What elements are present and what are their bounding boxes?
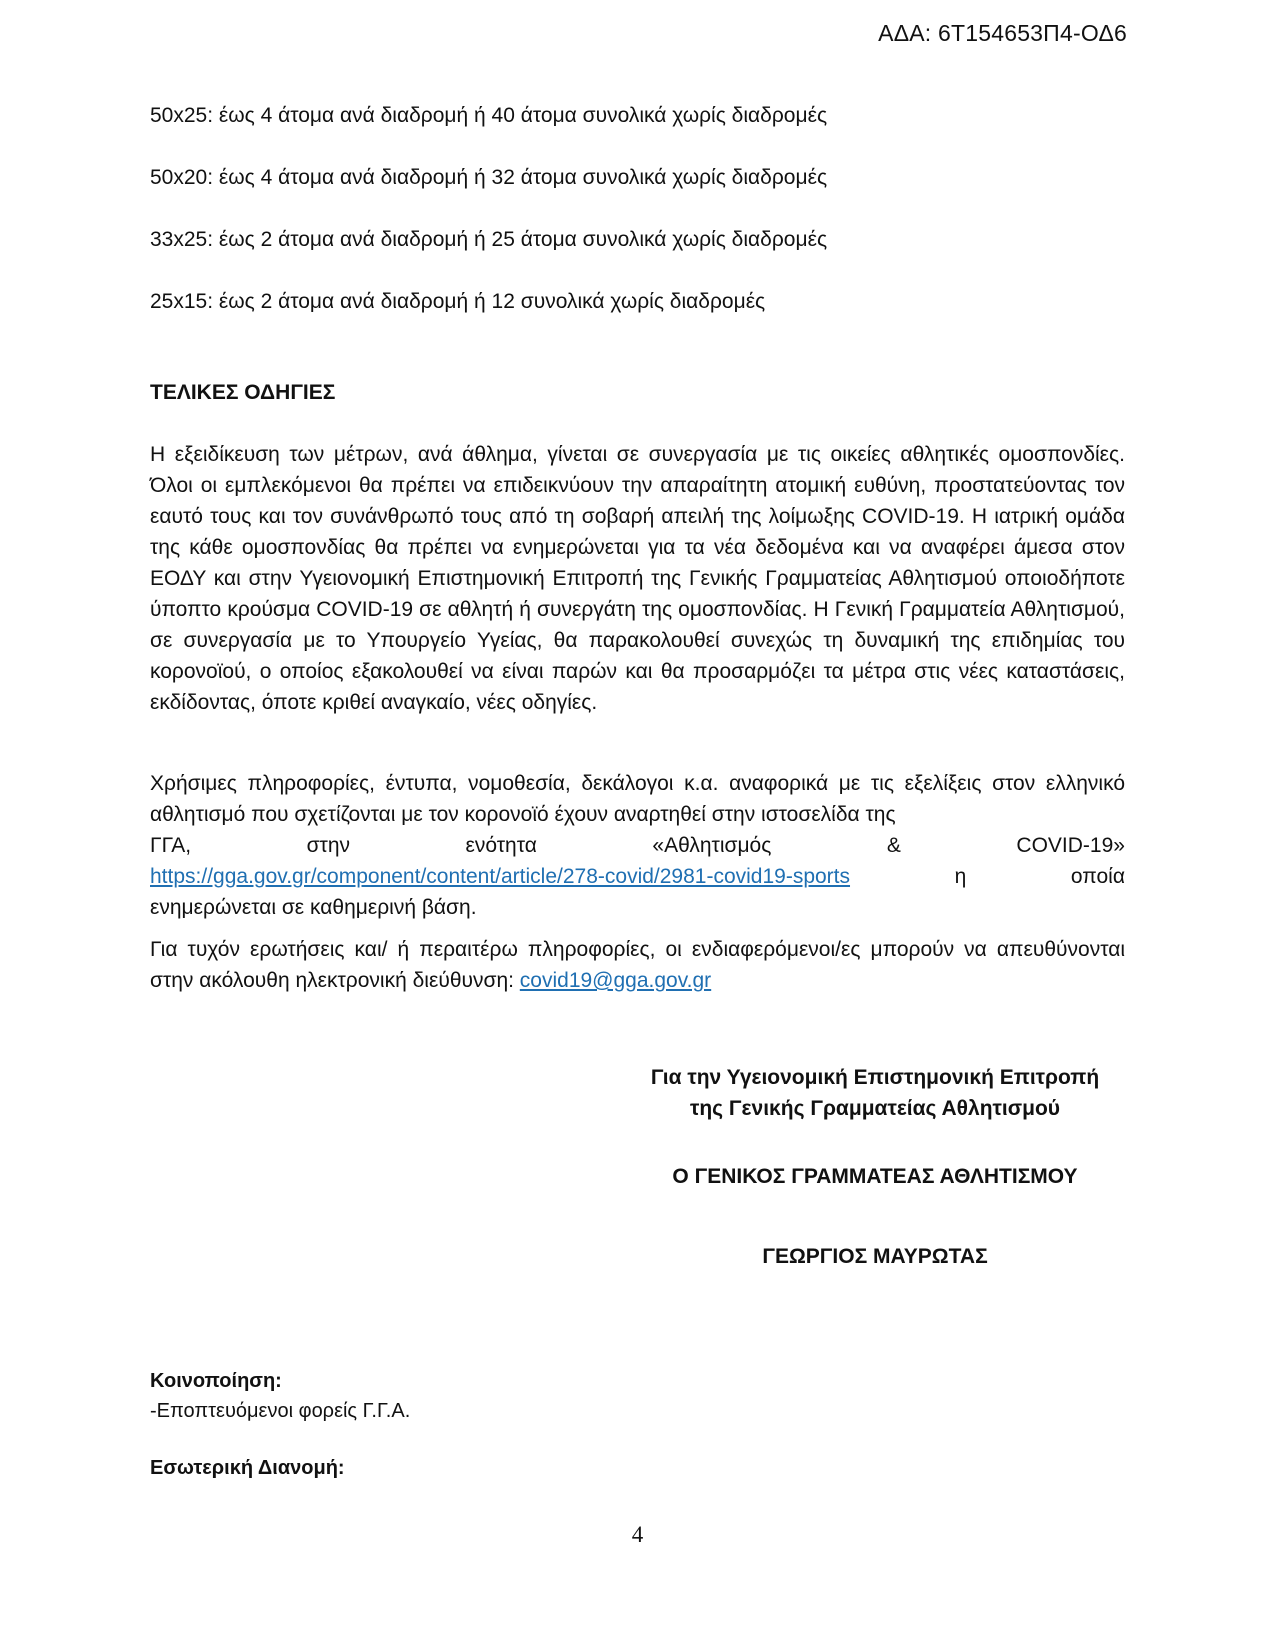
page-number: 4 [631, 1522, 644, 1547]
internal-distribution-label: Εσωτερική Διανομή: [150, 1457, 345, 1479]
signature-name: ΓΕΩΡΓΙΟΣ ΜΑΥΡΩΤΑΣ [762, 1245, 988, 1268]
contact-paragraph [150, 934, 1125, 996]
info-paragraph-section-line [150, 830, 1125, 861]
gga-covid-link[interactable]: https://gga.gov.gr/component/content/article/278-covid/2981-covid19-sports [150, 865, 851, 888]
pool-limit-line: 50x25: έως 4 άτομα ανά διαδρομή ή 40 άτομα συνολικά χωρίς διαδρομές [150, 104, 828, 127]
notify-label: Κοινοποίηση: [150, 1370, 282, 1392]
instructions-paragraph: Η εξειδίκευση των μέτρων, ανά άθλημα, γίνεται σε συνεργασία με τις οικείες αθλητικές ομοσπονδίες. Όλοι οι εμπλεκόμενοι θα πρέπει να επιδεικνύουν την απαραίτητη ατομική ευθύνη, προστατεύοντας τον εαυτό τους και τον συνάνθρωπό τους από τη σοβαρή απειλή της λοίμωξης COVID-19. Η ιατρική ομάδα της κάθε ομοσπονδίας θα πρέπει να ενημερώνεται για τα νέα δεδομένα και να αναφέρει άμεσα στον ΕΟΔΥ και στην Υγειονομική Επιστημονική Επιτροπή της Γενικής Γραμματείας Αθλητισμού οποιοδήποτε ύποπτο κρούσμα COVID-19 σε αθλητή ή συνεργάτη της ομοσπονδίας. Η Γενική Γραμματεία Αθλητισμού, σε συνεργασία με το Υπουργείο Υγείας, θα παρακολουθεί συνεχώς τη δυναμική της επιδημίας του κορονοϊού, ο οποίος εξακολουθεί να είναι παρών και θα προσαρμόζει τα μέτρα στις νέες καταστάσεις, εκδίδοντας, όποτε κριθεί αναγκαίο, νέες οδηγίες. [150, 443, 1125, 714]
contact-email-link[interactable]: covid19@gga.gov.gr [519, 969, 712, 992]
info-word: στην [306, 834, 350, 857]
notify-item: -Εποπτευόμενοι φορείς Γ.Γ.Α. [150, 1400, 411, 1422]
signature-org-line: της Γενικής Γραμματείας Αθλητισμού [689, 1097, 1061, 1120]
signature-title: Ο ΓΕΝΙΚΟΣ ΓΡΑΜΜΑΤΕΑΣ ΑΘΛΗΤΙΣΜΟΥ [672, 1165, 1078, 1188]
pool-limit-line: 50x20: έως 4 άτομα ανά διαδρομή ή 32 άτομα συνολικά χωρίς διαδρομές [150, 166, 828, 189]
signature-org-line: Για την Υγειονομική Επιστημονική Επιτροπή [650, 1066, 1100, 1089]
document-body [150, 100, 1125, 992]
ada-code: ΑΔΑ: 6Τ154653Π4-ΟΔ6 [878, 20, 1127, 46]
signature-organization [605, 1062, 1145, 1124]
info-paragraph [150, 768, 1125, 923]
contact-paragraph-text: Για τυχόν ερωτήσεις και/ ή περαιτέρω πληροφορίες, οι ενδιαφερόμενοι/ες μπορούν να απευθύνονται στην ακόλουθη ηλεκτρονική διεύθυνση: [150, 938, 1125, 992]
info-word: & [886, 834, 901, 857]
info-word: η [954, 865, 967, 888]
info-word: ενότητα [465, 834, 537, 857]
section-heading: ΤΕΛΙΚΕΣ ΟΔΗΓΙΕΣ [150, 381, 336, 404]
info-word: «Αθλητισμός [652, 834, 772, 857]
pool-limit-line: 25x15: έως 2 άτομα ανά διαδρομή ή 12 συνολικά χωρίς διαδρομές [150, 290, 766, 313]
info-word: οποία [1070, 865, 1125, 888]
info-paragraph-text: Χρήσιμες πληροφορίες, έντυπα, νομοθεσία, δεκάλογοι κ.α. αναφορικά με τις εξελίξεις στον ελληνικό αθλητισμό που σχετίζονται με τον κορονοϊό έχουν αναρτηθεί στην ιστοσελίδα της [150, 772, 1125, 826]
info-paragraph-end: ενημερώνεται σε καθημερινή βάση. [150, 896, 477, 919]
info-word: ΓΓΑ, [150, 834, 192, 857]
info-word: COVID-19» [1016, 834, 1125, 857]
pool-limit-line: 33x25: έως 2 άτομα ανά διαδρομή ή 25 άτομα συνολικά χωρίς διαδρομές [150, 228, 828, 251]
info-paragraph-link-line [150, 861, 1125, 892]
